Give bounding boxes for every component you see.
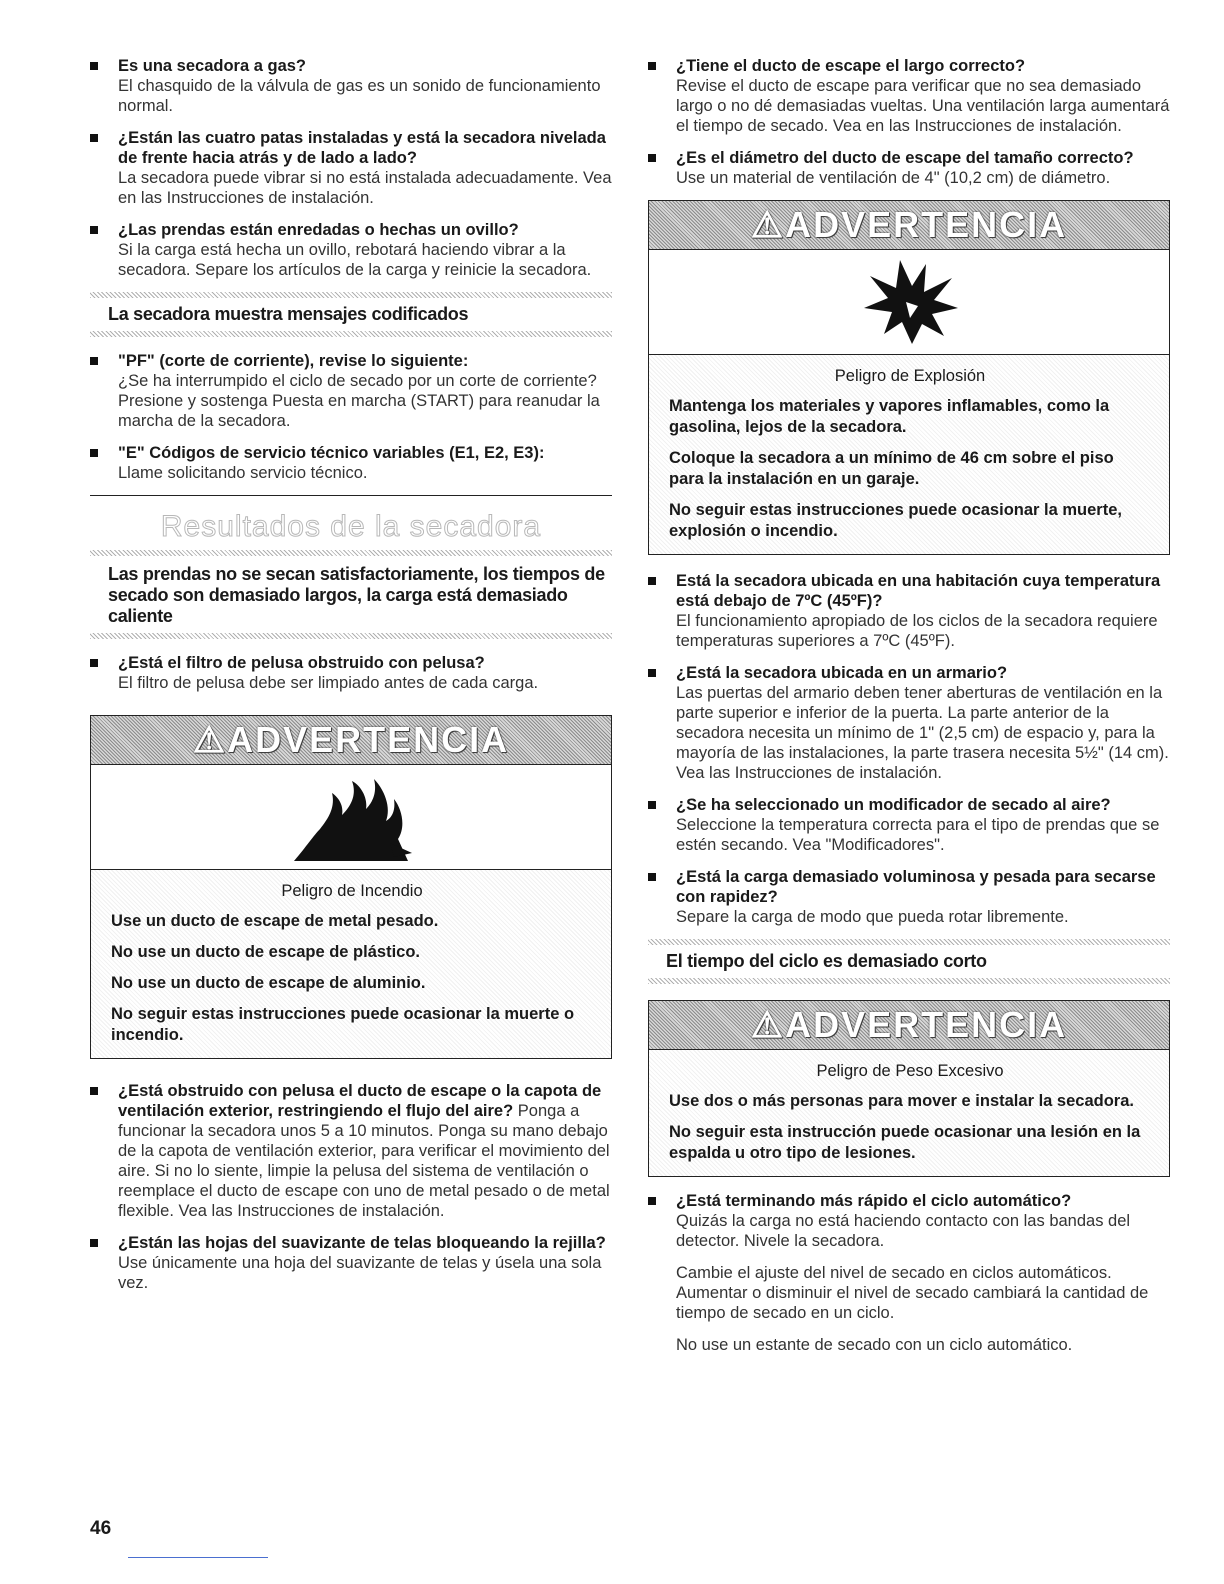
answer: Ponga a funcionar la secadora unos 5 a 10 minutos. Ponga su mano debajo de la capota de ventilación exterior, para verificar el movimiento del aire. Si no lo siente, limpie la pelusa del sistema de ventilación o reemplace el ducto de escape con uno de metal pesado o de metal flexible. Vea las Instrucciones de instalación.: [118, 1102, 610, 1220]
warning-line: No seguir esta instrucción puede ocasionar una lesión en la espalda u otro tipo de lesiones.: [669, 1123, 1141, 1162]
bullet: [90, 62, 98, 70]
answer: Separe la carga de modo que pueda rotar libremente.: [676, 908, 1069, 926]
warning-line: No use un ducto de escape de aluminio.: [111, 974, 426, 992]
hatch-divider: [90, 331, 612, 337]
question: Es una secadora a gas?: [118, 57, 307, 75]
bullet: [90, 1087, 98, 1095]
answer: Seleccione la temperatura correcta para el tipo de prendas que se estén secando. Vea "Modificadores".: [676, 816, 1160, 854]
fire-icon: [91, 765, 611, 870]
question: ¿Está obstruido con pelusa el ducto de escape o la capota de ventilación exterior, restringiendo el flujo del aire?: [118, 1082, 602, 1120]
paragraph: No use un estante de secado con un ciclo automático.: [676, 1336, 1073, 1354]
warning-body: [649, 355, 1169, 554]
answer: ¿Se ha interrumpido el ciclo de secado por un corte de corriente? Presione y sostenga Puesta en marcha (START) para reanudar la marcha de la secadora.: [118, 372, 600, 430]
subheading-codes: La secadora muestra mensajes codificados: [108, 304, 469, 324]
paragraph: Cambie el ajuste del nivel de secado en ciclos automáticos. Aumentar o disminuir el nivel de secado cambiará la cantidad de tiempo de secado en un ciclo.: [676, 1264, 1149, 1322]
section-title: Resultados de la secadora: [160, 510, 542, 543]
problem-heading: Las prendas no se secan satisfactoriamente, los tiempos de secado son demasiado largos, la carga está demasiado caliente: [108, 564, 605, 626]
hazard-title: Peligro de Explosión: [834, 367, 986, 385]
warning-label: ADVERTENCIA: [785, 1004, 1068, 1045]
bullet: [90, 449, 98, 457]
answer: Si la carga está hecha un ovillo, rebotará haciendo vibrar a la secadora. Separe los artículos de la carga y reinicie la secadora.: [118, 241, 592, 279]
list-item: [648, 56, 1170, 136]
list-item: [90, 1081, 612, 1221]
question: ¿Está la secadora ubicada en un armario?: [676, 664, 1008, 682]
footer-line: [128, 1557, 268, 1558]
list-item: [90, 351, 612, 431]
bullet: [648, 577, 656, 585]
answer: Revise el ducto de escape para verificar que no sea demasiado largo o no dé demasiadas vueltas. Una ventilación larga aumentará el tiempo de secado. Vea en las Instrucciones de instalación.: [676, 77, 1170, 135]
warning-banner: ⚠ADVERTENCIA: [91, 716, 611, 765]
warning-label: ADVERTENCIA: [785, 204, 1068, 245]
warning-box-fire: [90, 715, 612, 1059]
list-item: [90, 128, 612, 208]
question: ¿Está la carga demasiado voluminosa y pesada para secarse con rapidez?: [676, 868, 1156, 906]
warning-box-explosion: [648, 200, 1170, 555]
question: ¿Está el filtro de pelusa obstruido con pelusa?: [118, 654, 485, 672]
bullet: [648, 1197, 656, 1205]
answer: Las puertas del armario deben tener aberturas de ventilación en la parte superior e inferior de la puerta. La parte anterior de la secadora necesita un mínimo de 1" (2,5 cm) de espacio y, para la mayoría de las instalaciones, la parte trasera necesita 5½" (14 cm). Vea las Instrucciones de instalación.: [676, 684, 1169, 782]
warning-line: Mantenga los materiales y vapores inflamables, como la gasolina, lejos de la secadora.: [669, 397, 1110, 436]
bullet: [648, 801, 656, 809]
list-item: [90, 220, 612, 280]
question: ¿Están las cuatro patas instaladas y está la secadora nivelada de frente hacia atrás y de lado a lado?: [118, 129, 606, 167]
list-item: [90, 56, 612, 116]
bullet: [90, 134, 98, 142]
subheading-short-cycle: El tiempo del ciclo es demasiado corto: [666, 951, 987, 971]
warning-line: Use dos o más personas para mover e instalar la secadora.: [669, 1092, 1134, 1110]
list-item: [648, 148, 1170, 188]
answer: Use un material de ventilación de 4" (10,2 cm) de diámetro.: [676, 169, 1111, 187]
list-item: [90, 443, 612, 483]
list-item: [648, 571, 1170, 651]
answer: Llame solicitando servicio técnico.: [118, 464, 368, 482]
bullet: [90, 357, 98, 365]
bullet: [90, 1239, 98, 1247]
answer: La secadora puede vibrar si no está instalada adecuadamente. Vea en las Instrucciones de instalación.: [118, 169, 612, 207]
warning-line: Coloque la secadora a un mínimo de 46 cm sobre el piso para la instalación en un garaje.: [669, 449, 1114, 488]
list-item: [648, 867, 1170, 927]
bullet: [648, 154, 656, 162]
warning-line: Use un ducto de escape de metal pesado.: [111, 912, 439, 930]
list-item: [90, 1233, 612, 1293]
warning-box-weight: [648, 1000, 1170, 1177]
hazard-title: Peligro de Incendio: [281, 882, 423, 900]
list-item: [648, 795, 1170, 855]
list-item: [648, 1191, 1170, 1251]
question: "PF" (corte de corriente), revise lo siguiente:: [118, 352, 469, 370]
section-rule: [90, 495, 612, 496]
warning-body: [91, 870, 611, 1058]
explosion-icon: [649, 250, 1169, 355]
bullet: [90, 659, 98, 667]
warning-line: No seguir estas instrucciones puede ocasionar la muerte o incendio.: [111, 1005, 575, 1044]
right-column: [648, 56, 1170, 1367]
question: ¿Se ha seleccionado un modificador de secado al aire?: [676, 796, 1111, 814]
warning-body: [649, 1050, 1169, 1176]
warning-label: ADVERTENCIA: [227, 719, 510, 760]
question: ¿Está terminando más rápido el ciclo automático?: [676, 1192, 1072, 1210]
list-item: [648, 663, 1170, 783]
warning-line: No seguir estas instrucciones puede ocasionar la muerte, explosión o incendio.: [669, 501, 1122, 540]
answer: Use únicamente una hoja del suavizante de telas y úsela una sola vez.: [118, 1254, 602, 1292]
bullet: [648, 873, 656, 881]
left-column: [90, 56, 612, 1305]
hatch-divider: [90, 633, 612, 639]
list-item: [90, 653, 612, 693]
warning-banner: ⚠ADVERTENCIA: [649, 1001, 1169, 1050]
answer: El chasquido de la válvula de gas es un sonido de funcionamiento normal.: [118, 77, 601, 115]
answer: El funcionamiento apropiado de los ciclos de la secadora requiere temperaturas superiores a 7ºC (45ºF).: [676, 612, 1158, 650]
warning-line: No use un ducto de escape de plástico.: [111, 943, 420, 961]
question: ¿Están las hojas del suavizante de telas bloqueando la rejilla?: [118, 1234, 606, 1252]
question: ¿Las prendas están enredadas o hechas un ovillo?: [118, 221, 519, 239]
page-number: 46: [90, 1518, 112, 1539]
answer: Quizás la carga no está haciendo contacto con las bandas del detector. Nivele la secadora.: [676, 1212, 1131, 1250]
answer: El filtro de pelusa debe ser limpiado antes de cada carga.: [118, 674, 539, 692]
bullet: [648, 669, 656, 677]
hatch-divider: [648, 978, 1170, 984]
warning-banner: ⚠ADVERTENCIA: [649, 201, 1169, 250]
question: "E" Códigos de servicio técnico variables (E1, E2, E3):: [118, 444, 545, 462]
bullet: [648, 62, 656, 70]
question: ¿Tiene el ducto de escape el largo correcto?: [676, 57, 1026, 75]
bullet: [90, 226, 98, 234]
question: ¿Es el diámetro del ducto de escape del tamaño correcto?: [676, 149, 1134, 167]
hazard-title: Peligro de Peso Excesivo: [816, 1062, 1004, 1080]
question: Está la secadora ubicada en una habitación cuya temperatura está debajo de 7ºC (45ºF)?: [676, 572, 1161, 610]
